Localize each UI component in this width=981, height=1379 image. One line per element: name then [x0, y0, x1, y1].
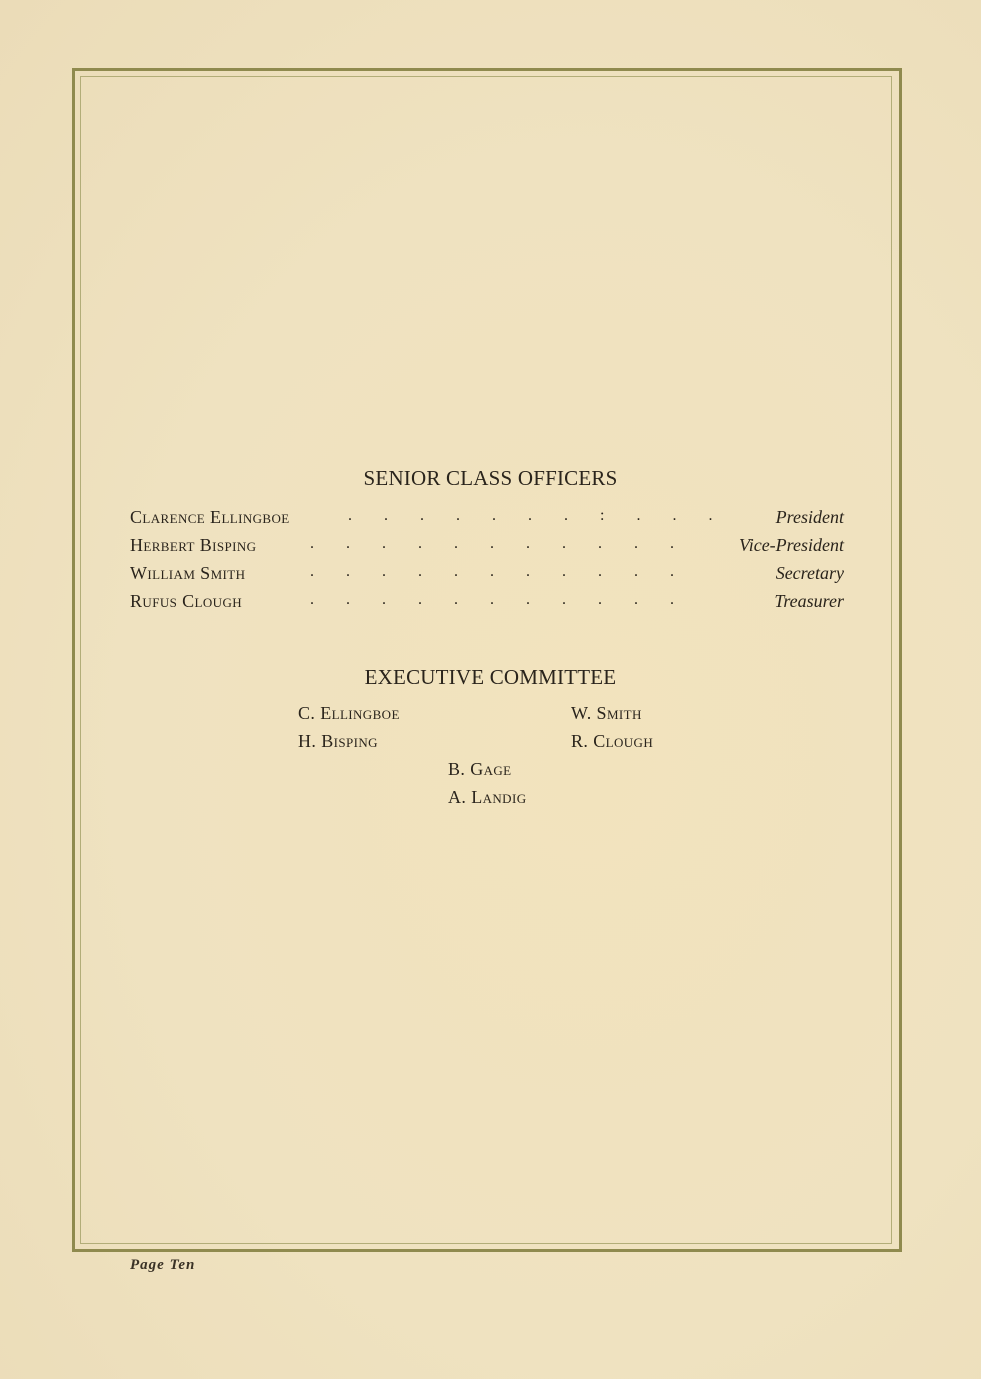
executive-committee-heading: EXECUTIVE COMMITTEE — [364, 665, 617, 689]
officer-row — [130, 535, 844, 561]
committee-member: R. Clough — [571, 731, 654, 751]
committee-member: A. Landig — [448, 787, 527, 807]
officer-name: Clarence Ellingboe — [130, 507, 290, 527]
leader-dots: . . . . . . . : . . . — [348, 507, 727, 524]
committee-member: B. Gage — [448, 759, 512, 779]
leader-dots: . . . . . . . . . . . — [310, 535, 688, 552]
officer-row — [130, 563, 844, 589]
senior-class-officers-heading: SENIOR CLASS OFFICERS — [363, 466, 618, 490]
officer-title: Treasurer — [774, 591, 844, 611]
committee-member: H. Bisping — [298, 731, 378, 751]
leader-dots: . . . . . . . . . . . — [310, 563, 688, 580]
committee-member: C. Ellingboe — [298, 703, 400, 723]
committee-member: W. Smith — [571, 703, 642, 723]
officer-name: Rufus Clough — [130, 591, 243, 611]
leader-dots: . . . . . . . . . . . — [310, 591, 688, 608]
officer-name: Herbert Bisping — [130, 535, 257, 555]
officer-row — [130, 591, 844, 617]
officer-title: Secretary — [775, 563, 844, 583]
officer-name: William Smith — [130, 563, 246, 583]
page-border-inner — [80, 76, 892, 1244]
page-number-label: Page Ten — [130, 1257, 196, 1273]
officer-title: Vice-President — [739, 535, 844, 555]
officer-title: President — [775, 507, 844, 527]
officer-row — [130, 507, 844, 533]
